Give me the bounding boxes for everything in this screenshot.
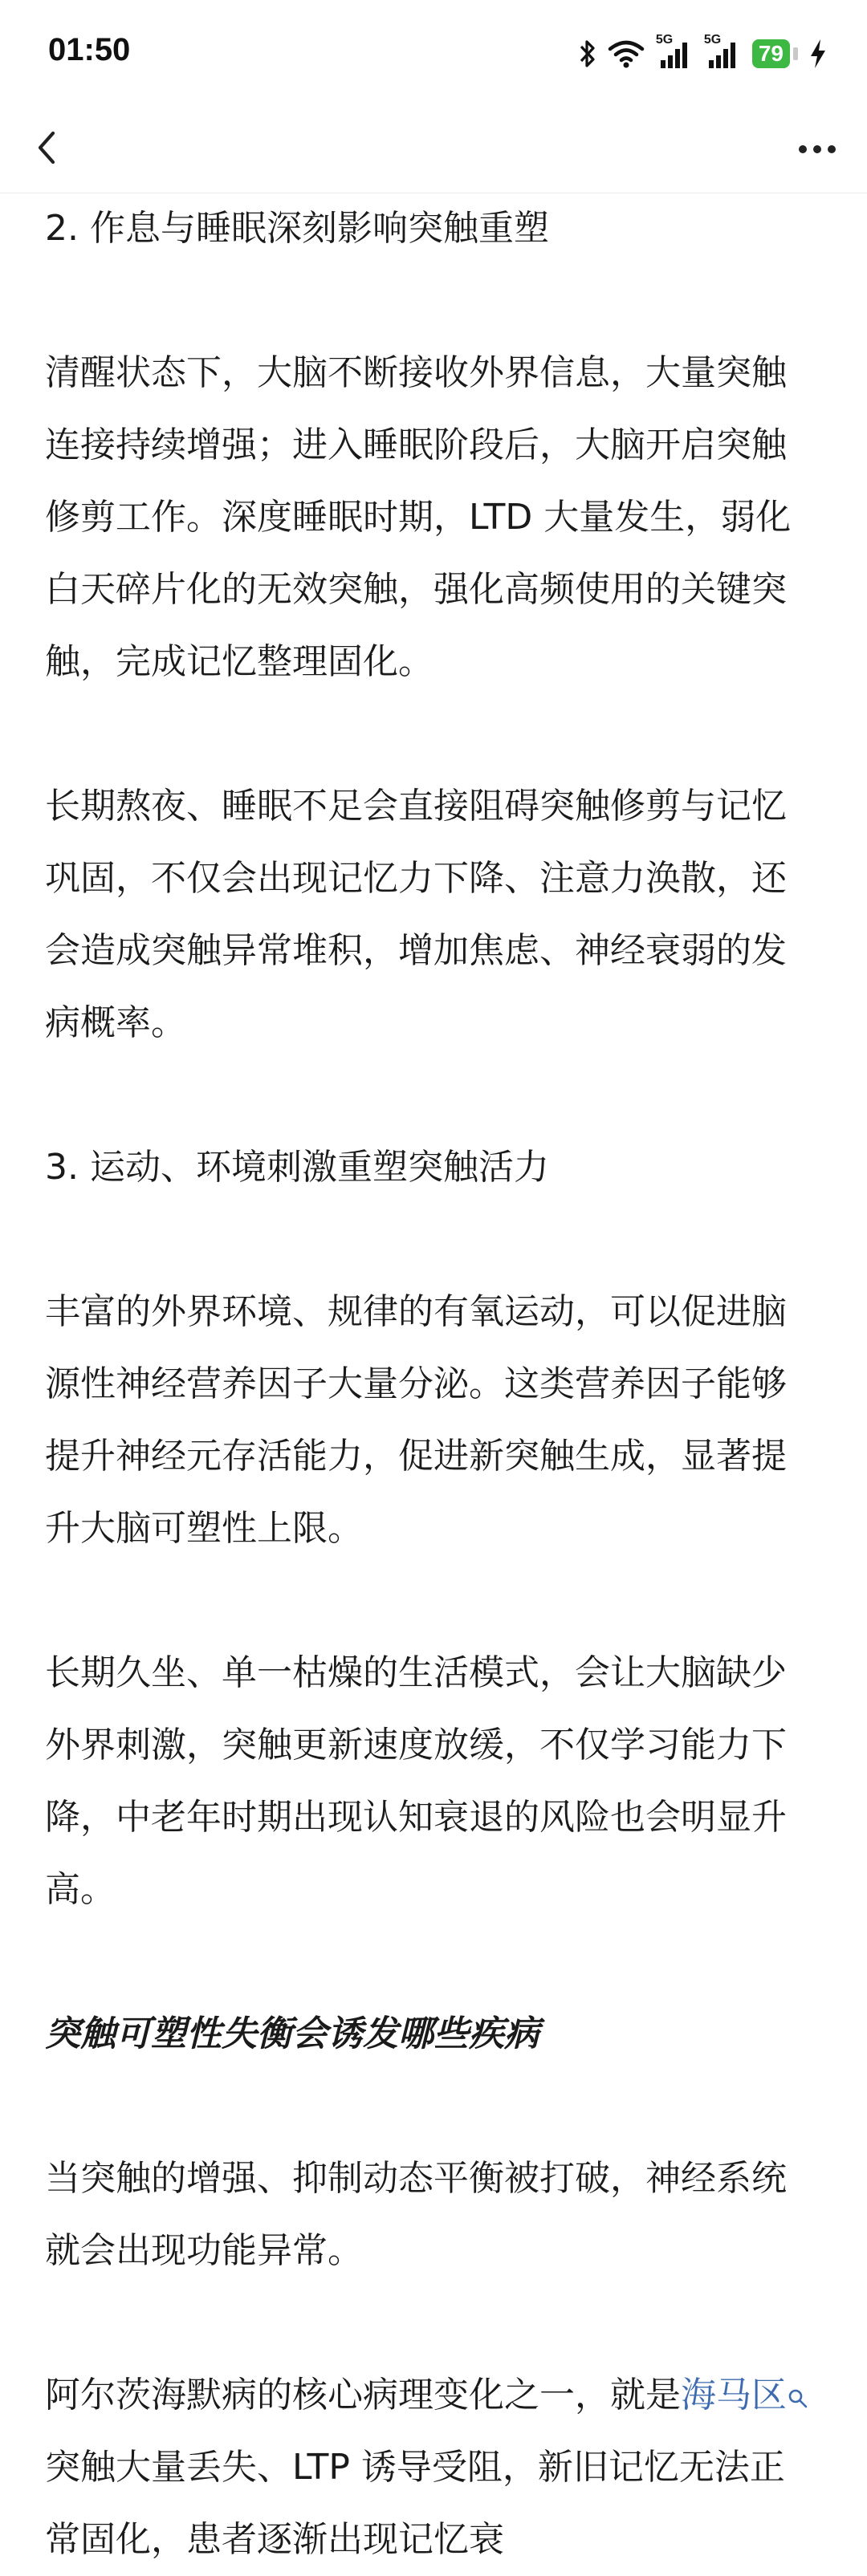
alzheimers-text-prefix: 阿尔茨海默病的核心病理变化之一，就是	[45, 2375, 681, 2416]
cellular-signal-icon-2	[703, 33, 741, 70]
wifi-icon	[608, 39, 645, 68]
paragraph-exercise-2: 长期久坐、单一枯燥的生活模式，会让大脑缺少外界刺激，突触更新速度放缓，不仅学习能力下降，中老年时期出现认知衰退的风险也会明显升高。	[45, 1652, 787, 1910]
navigation-bar	[0, 104, 867, 193]
hippocampus-link[interactable]: 海马区	[681, 2375, 787, 2416]
bluetooth-icon	[579, 38, 596, 70]
network-type-label-2: 5G	[703, 33, 722, 47]
more-options-button[interactable]	[788, 124, 845, 172]
paragraph-exercise-1: 丰富的外界环境、规律的有氧运动，可以促进脑源性神经营养因子大量分泌。这类营养因子能够提升神经元存活能力，促进新突触生成，显著提升大脑可塑性上限。	[45, 1291, 787, 1549]
cellular-signal-icon	[655, 33, 693, 70]
paragraph-sleep-1: 清醒状态下，大脑不断接收外界信息，大量突触连接持续增强；进入睡眠阶段后，大脑开启突触修剪工作。深度睡眠时期，LTD 大量发生，弱化白天碎片化的无效突触，强化高频使用的关键突触，完成记忆整理固化。	[45, 352, 792, 682]
paragraph-disease-1: 当突触的增强、抑制动态平衡被打破，神经系统就会出现功能异常。	[45, 2158, 787, 2271]
paragraph-alzheimers	[45, 2359, 816, 2576]
status-icons	[579, 34, 827, 74]
subheading-sleep: 2. 作息与睡眠深刻影响突触重塑	[45, 208, 549, 249]
article-body	[45, 193, 816, 2576]
back-button[interactable]	[24, 124, 72, 172]
more-horizontal-icon	[788, 124, 845, 172]
status-bar	[0, 0, 867, 104]
network-type-label: 5G	[655, 33, 674, 47]
status-time: 01:50	[48, 32, 131, 67]
chevron-left-icon	[24, 124, 72, 172]
battery-indicator	[752, 39, 798, 68]
subheading-exercise: 3. 运动、环境刺激重塑突触活力	[45, 1147, 549, 1188]
search-icon[interactable]	[787, 2363, 809, 2385]
paragraph-sleep-2: 长期熬夜、睡眠不足会直接阻碍突触修剪与记忆巩固，不仅会出现记忆力下降、注意力涣散，还会造成突触异常堆积，增加焦虑、神经衰弱的发病概率。	[45, 786, 787, 1043]
alzheimers-text-suffix: 突触大量丢失、LTP 诱导受阻，新旧记忆无法正常固化，患者逐渐出现记忆衰	[45, 2447, 785, 2560]
charging-icon	[809, 39, 827, 69]
section-title-disease: 突触可塑性失衡会诱发哪些疾病	[45, 2013, 539, 2054]
battery-level: 79	[752, 39, 790, 68]
